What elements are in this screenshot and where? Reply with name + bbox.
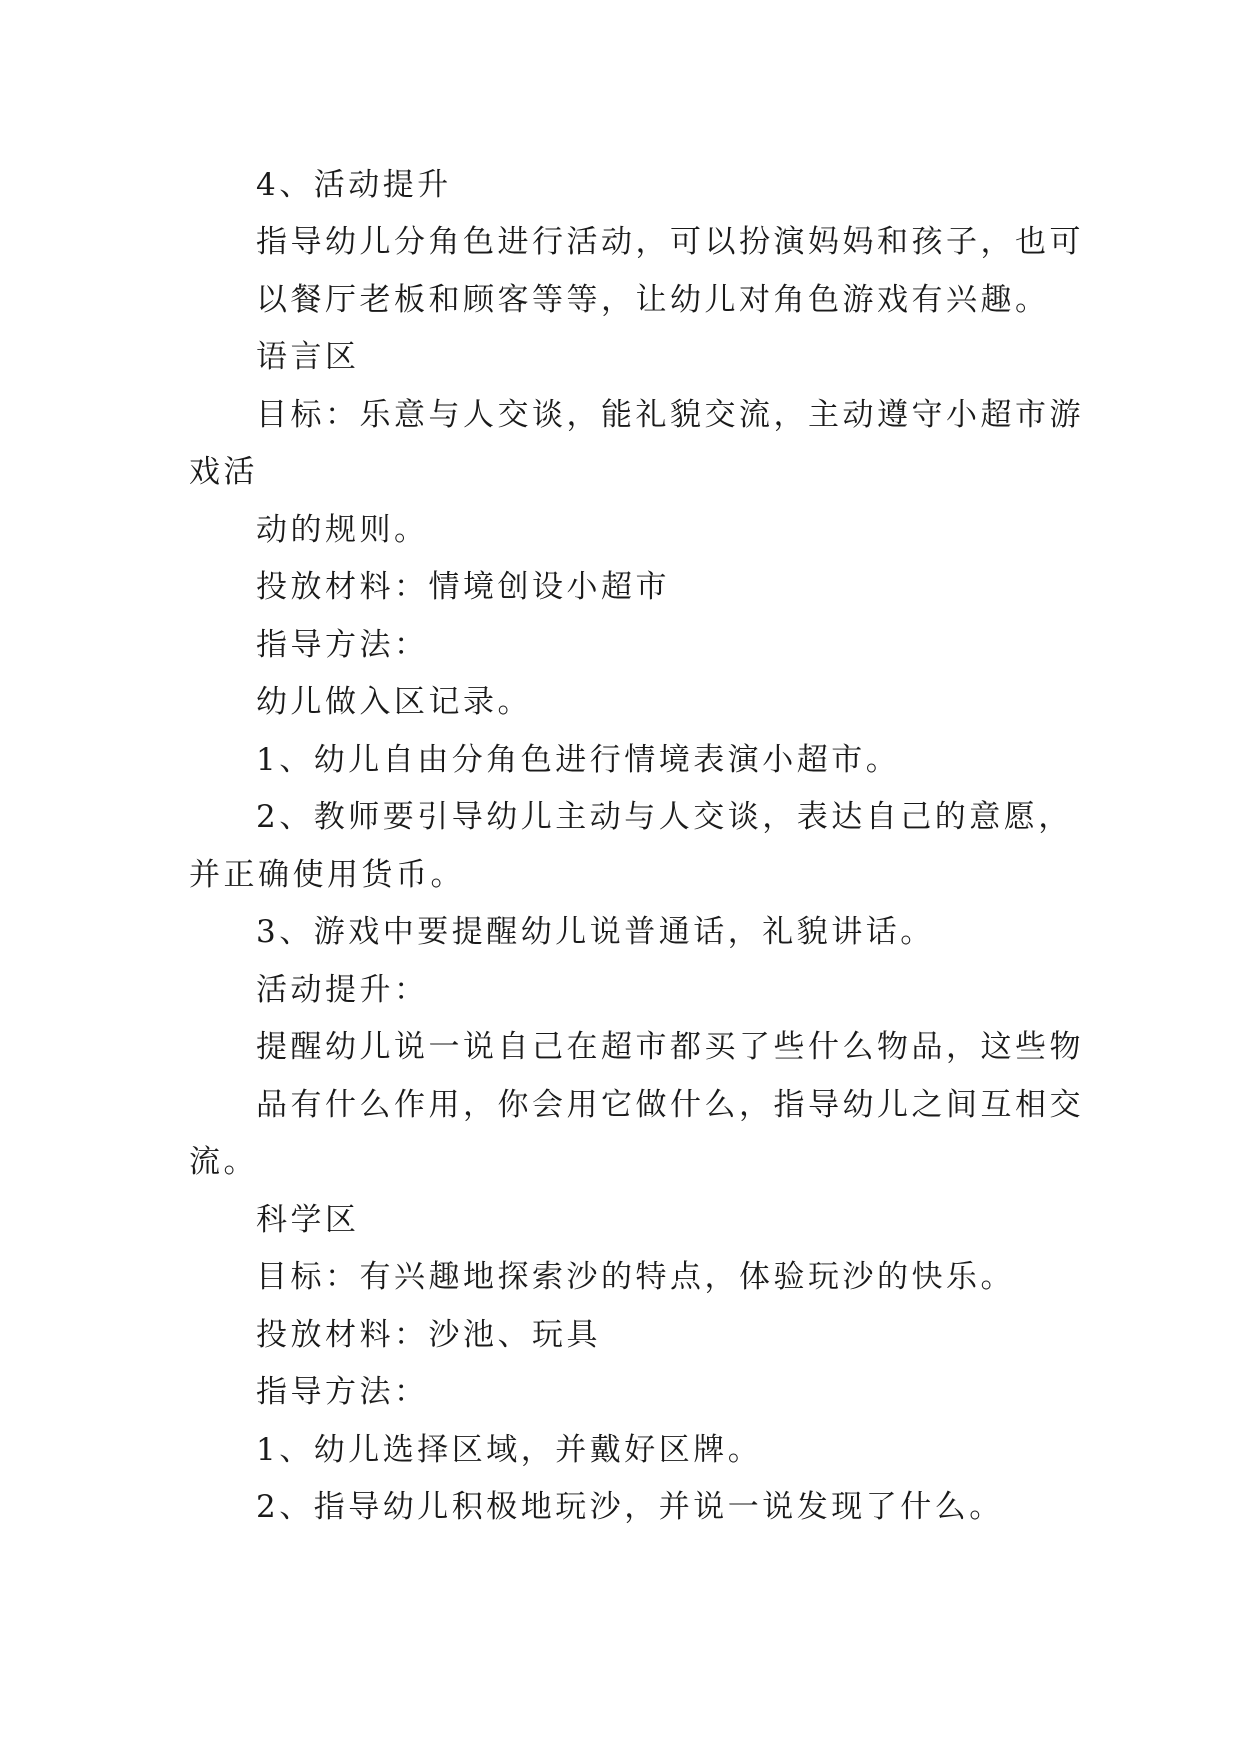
text-line: 指导幼儿分角色进行活动，可以扮演妈妈和孩子，也可 xyxy=(256,224,1084,260)
text-line: 1、幼儿自由分角色进行情境表演小超市。 xyxy=(256,742,901,778)
text-line: 目标：有兴趣地探索沙的特点，体验玩沙的快乐。 xyxy=(256,1259,1015,1295)
text-line: 品有什么作用，你会用它做什么，指导幼儿之间互相交 xyxy=(256,1087,1084,1123)
text-line: 投放材料：情境创设小超市 xyxy=(256,569,670,605)
text-line: 幼儿做入区记录。 xyxy=(256,684,532,720)
text-line: 1、幼儿选择区域，并戴好区牌。 xyxy=(256,1432,763,1468)
text-line: 提醒幼儿说一说自己在超市都买了些什么物品，这些物 xyxy=(256,1029,1084,1065)
text-line: 2、教师要引导幼儿主动与人交谈，表达自己的意愿， xyxy=(256,799,1073,835)
text-line: 指导方法： xyxy=(256,1374,429,1410)
text-line: 活动提升： xyxy=(256,972,429,1008)
text-line: 投放材料：沙池、玩具 xyxy=(256,1317,601,1353)
section-heading: 语言区 xyxy=(256,339,360,375)
text-line: 指导方法： xyxy=(256,627,429,663)
text-line: 4、活动提升 xyxy=(256,167,452,203)
text-line: 动的规则。 xyxy=(256,512,429,548)
text-line: 以餐厅老板和顾客等等，让幼儿对角色游戏有兴趣。 xyxy=(256,282,1050,318)
text-line: 3、游戏中要提醒幼儿说普通话，礼貌讲话。 xyxy=(256,914,935,950)
text-line: 流。 xyxy=(189,1144,258,1180)
text-line: 2、指导幼儿积极地玩沙，并说一说发现了什么。 xyxy=(256,1489,1004,1525)
text-line: 并正确使用货币。 xyxy=(189,857,465,893)
text-line: 目标：乐意与人交谈，能礼貌交流，主动遵守小超市游 xyxy=(256,397,1084,433)
section-heading: 科学区 xyxy=(256,1202,360,1238)
text-line: 戏活 xyxy=(189,454,258,490)
